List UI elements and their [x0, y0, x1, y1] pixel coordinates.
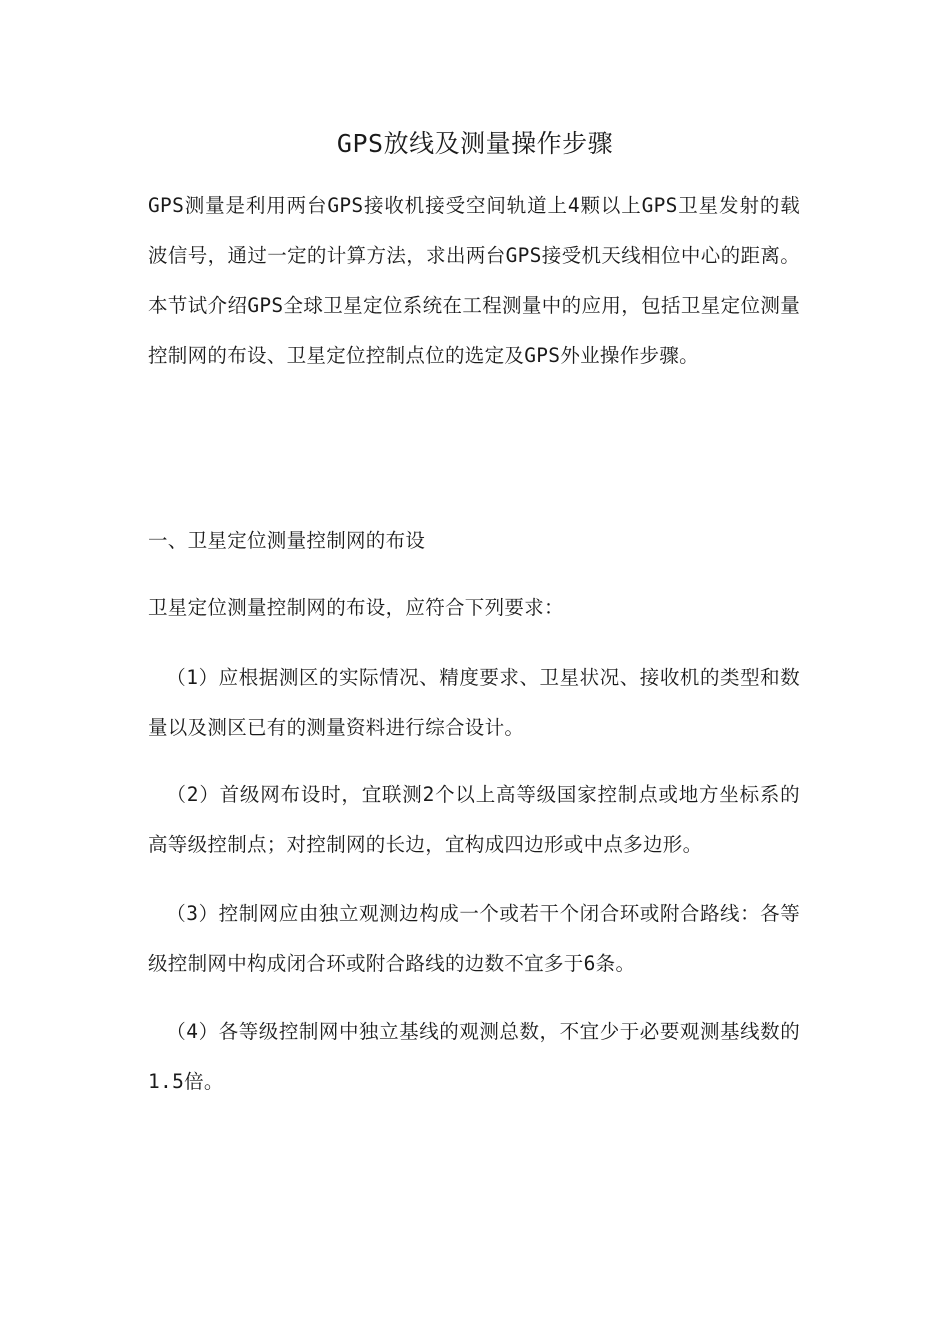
list-item	[148, 770, 800, 870]
list-item	[148, 653, 800, 753]
item-text: （2）首级网布设时，宜联测2个以上高等级国家控制点或地方坐标系的高等级控制点；对控制网的长边，宜构成四边形或中点多边形。	[148, 783, 800, 856]
list-item	[148, 1007, 800, 1107]
intro-paragraph: GPS测量是利用两台GPS接收机接受空间轨道上4颗以上GPS卫星发射的载波信号，通过一定的计算方法，求出两台GPS接受机天线相位中心的距离。本节试介绍GPS全球卫星定位系统在工程测量中的应用，包括卫星定位测量控制网的布设、卫星定位控制点位的选定及GPS外业操作步骤。	[148, 194, 800, 367]
section-heading: 一、卫星定位测量控制网的布设	[148, 529, 426, 552]
item-text: （3）控制网应由独立观测边构成一个或若干个闭合环或附合路线：各等级控制网中构成闭合环或附合路线的边数不宜多于6条。	[148, 902, 800, 975]
document-title: GPS放线及测量操作步骤	[336, 129, 614, 158]
item-text: （1）应根据测区的实际情况、精度要求、卫星状况、接收机的类型和数量以及测区已有的测量资料进行综合设计。	[148, 666, 800, 739]
list-item	[148, 889, 800, 989]
section-lead-paragraph: 卫星定位测量控制网的布设，应符合下列要求：	[148, 596, 564, 619]
item-text: （4）各等级控制网中独立基线的观测总数，不宜少于必要观测基线数的1.5倍。	[148, 1020, 800, 1093]
